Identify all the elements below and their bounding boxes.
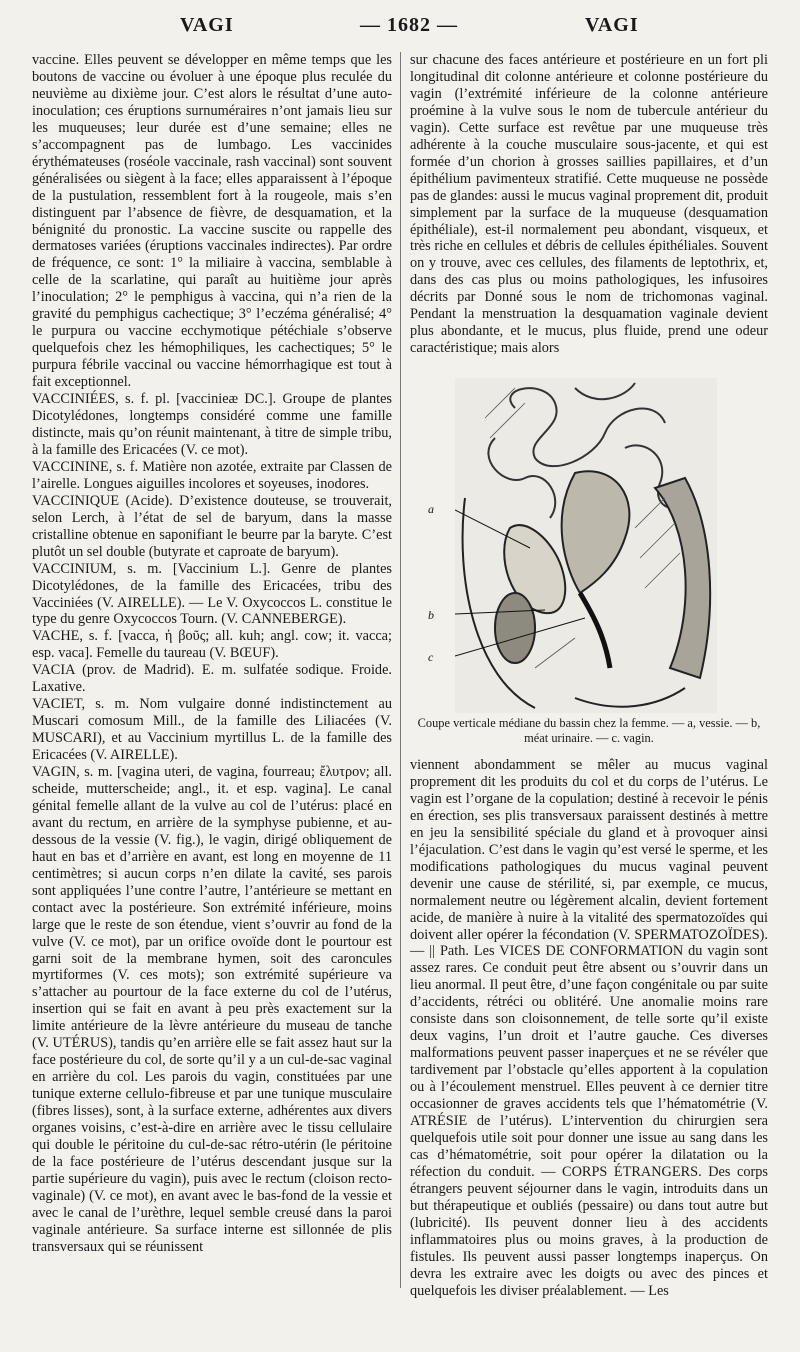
figure-label-b: b [428,608,434,622]
entry-vacia: VACIA (prov. de Madrid). E. m. sulfatée sodique. Froide. Laxative. [32,662,392,696]
entry-vaccinides-text: vaccine. Elles peuvent se développer en même temps que les boutons de vaccine ou évoluer à une époque plus reculée du neuvième au dixième jour. C’est alors le résultat d’une auto-inoculation; ces éruptions surnuméraires n’ont jamais lieu sur les muqueuses; leur durée est d’une semaine; elles ne s’accompagnent pas de lumbago. Les vaccinides érythémateuses (roséole vaccinale, rash vaccinal) sont souvent généralisées ou siègent à la face; elles apparaissent à l’époque de la pustulation, ressemblent fort à la rougeole, mais s’en distinguent par l’absence de fièvre, de desquamation, et la bénignité du pronostic. La vaccine suscite ou rappelle des dermatoses variées (éruptions vaccinales indirectes). Par ordre de fréquence, ce sont: 1° la miliaire à vaccina, semblable à celle de la scarlatine, qui paraît au huitième jour après l’inoculation; 2° le pemphigus à vaccina, qui n’a rien de la gravité du pemphigus cachectique; 3° l’eczéma généralisé; 4° le purpura ou vaccine ecchymotique pétéchiale s’observe quelquefois chez les hémophiliques, les cachectiques; 5° le purpura fébrile vaccinal ou vaccine hémorrhagique est tout à fait exceptionnel. [32,52,392,391]
vagin-pathology-text: viennent abondamment se mêler au mucus vaginal proprement dit les produits du col et du corps de l’utérus. Le vagin est l’organe de la copulation; destiné à recevoir le pénis en érection, ses plis transversaux paraissent destinés à mettre en jeu la sensibilité spéciale du gland et à provoquer ainsi l’éjaculation. C’est dans le vagin qu’est versé le sperme, et les modifications pathologiques du mucus vaginal peuvent devenir une cause de stérilité, si, par exemple, ce mucus, normalement neutre ou légèrement alcalin, devient fortement acide, de manière à nuire à la vitalité des spermatozoïdes qui doivent aller opérer la fécondation (V. SPERMATOZOÏDES). — || Path. Les VICES DE CONFORMATION du vagin sont assez rares. Ce conduit peut être absent ou s’ouvrir dans un lieu anormal. Il peut être, d’une façon congénitale ou par suite d’accidents, rétréci ou oblitéré. Une anomalie moins rare consiste dans son cloisonnement, de telle sorte qu’il existe deux vagins, l’un droit et l’autre gauche. Ces diverses malformations peuvent passer inaperçues et ne se révéler que tardivement par l’obstacle qu’elles apportent à la copulation ou à l’écoulement menstruel. Elles peuvent à ce dernier titre occasionner de graves accidents tels que l’hématométrie (V. ATRÉSIE de l’utérus). L’intervention du chirurgien sera quelquefois utile soit pour donner une issue au sang dans les cas d’hématométrie, soit pour opérer la dilatation ou la réfection du conduit. — CORPS ÉTRANGERS. Des corps étrangers peuvent séjourner dans le vagin, introduits dans un but thérapeutique et oubliés (pessaire) ou dans tout autre but (lubricité). Ils peuvent donner lieu à des accidents inflammatoires plus ou moins graves, à la production de fistules. Ils peuvent aussi passer longtemps inaperçus. On devra les extraire avec les doigts ou avec des pinces et quelquefois les diviser préalablement. — Les [410,757,768,1299]
entry-vaciet: VACIET, s. m. Nom vulgaire donné indistinctement au Muscari comosum Mill., de la famille des Liliacées (V. MUSCARI), et au Vaccinium myrtillus L. de la famille des Ericacées (V. AIRELLE). [32,696,392,764]
header-right: VAGI [585,14,639,36]
pelvis-section-illustration [455,378,717,713]
header-left: VAGI [180,14,234,36]
running-header [0,14,800,54]
entry-vaccinium: VACCINIUM, s. m. [Vaccinium L.]. Genre de plantes Dicotylédones, de la famille des Ericacées, tribu des Vacciniées (V. AIRELLE). — Le V. Oxycoccos L. constitue le type du genre Oxycoccos Tourn. (V. CANNEBERGE). [32,560,392,628]
right-column-top [410,52,768,357]
right-column-bottom [410,757,768,1300]
left-column [32,52,392,1256]
figure-label-c: c [428,650,434,664]
anatomy-figure [455,378,717,713]
entry-vagin: VAGIN, s. m. [vagina uteri, de vagina, fourreau; ἔλυτρον; all. scheide, mutterscheide; angl., it. et esp. vagina]. Le canal génital femelle allant de la vulve au col de l’utérus: placé en avant du rectum, en arrière de la symphyse pubienne, et au-dessous de la vessie (V. fig.), le vagin, dirigé obliquement de haut en bas et d’arrière en avant, est long en moyenne de 11 centimètres; si aucun corps n’en dilate la cavité, ses parois sont appliquées l’une contre l’autre, l’antérieure se mettant en contact avec la postérieure. Son extrémité inférieure, moins large que le reste de son étendue, vient s’ouvrir au fond de la vulve (V. ce mot), par un orifice ovoïde dont le pourtour est garni soit de la membrane hymen, soit des caroncules myrtiformes (V. ces mots); son extrémité supérieure va s’attacher au pourtour de la face externe du col de l’utérus, insertion qui se fait en avant à peu près exactement sur la limite antérieure de la lèvre antérieure du museau de tanche (V. UTÉRUS), tandis qu’en arrière elle se fait assez haut sur la face postérieure du col, de sorte qu’il y a un cul-de-sac vaginal en arrière du col. Les parois du vagin, constituées par une tunique externe cellulo-fibreuse et par une tunique musculaire (fibres lisses), sont, à la surface externe, adhérentes aux divers organes voisins, c’est-à-dire en arrière avec le tissu cellulaire qui double le péritoine du cul-de-sac rétro-utérin (le péritoine de la face postérieure de l’utérus descendant jusque sur la partie supérieure du vagin), puis avec le rectum (cloison recto-vaginale) (V. ce mot), en avant avec le bas-fond de la vessie et avec le canal de l’urèthre, lequel semble creusé dans la paroi vaginale antérieure. Sa surface interne est sillonnée de plis transversaux qui se réunissent [32,764,392,1255]
page-number: — 1682 — [360,14,458,36]
vagin-continued-text: sur chacune des faces antérieure et postérieure en un fort pli longitudinal dit colonne antérieure et colonne postérieure du vagin (l’extrémité inférieure de la colonne antérieure proémine à la vulve sous le nom de tubercule antérieur du vagin). Cette surface est revêtue par une muqueuse très adhérente à la couche musculaire sous-jacente, et qui est formée d’un chorion à grosses saillies papillaires, et d’un épithélium pavimenteux stratifié. Cette muqueuse ne possède pas de glandes: aussi le mucus vaginal proprement dit, produit simplement par la surface de la muqueuse (desquamation épithéliale), est-il normalement peu abondant, visqueux, et très riche en cellules et débris de cellules épithéliales. Souvent on y trouve, avec ces cellules, des filaments de leptothrix, et, dans des cas plus ou moins pathologiques, les infusoires décrits par Donné sous le nom de trichomonas vaginal. Pendant la menstruation la desquamation vaginale devient plus abondante, et le mucus, plus fluide, prend une odeur caractéristique; mais alors [410,52,768,357]
entry-vaccinique: VACCINIQUE (Acide). D’existence douteuse, se trouverait, selon Lerch, à l’état de sel de baryum, dans la masse cristalline obtenue en saponifiant le beurre par la baryte. C’est plutôt un sel double (butyrate et caproate de baryum). [32,492,392,560]
entry-vaccinine: VACCININE, s. f. Matière non azotée, extraite par Classen de l’airelle. Longues aiguilles incolores et soyeuses, inodores. [32,458,392,492]
figure-caption: Coupe verticale médiane du bassin chez la femme. — a, vessie. — b, méat urinaire. — c. vagin. [417,716,761,745]
figure-label-a: a [428,502,434,516]
column-divider [400,52,401,1288]
entry-vacciniees: VACCINIÉES, s. f. pl. [vaccinieæ DC.]. Groupe de plantes Dicotylédones, longtemps considéré comme une famille distincte, mais qu’on réunit maintenant, à titre de simple tribu, à la famille des Ericacées (V. ce mot). [32,391,392,458]
entry-vache: VACHE, s. f. [vacca, ἡ βοῦς; all. kuh; angl. cow; it. vacca; esp. vaca]. Femelle du taureau (V. BŒUF). [32,628,392,662]
